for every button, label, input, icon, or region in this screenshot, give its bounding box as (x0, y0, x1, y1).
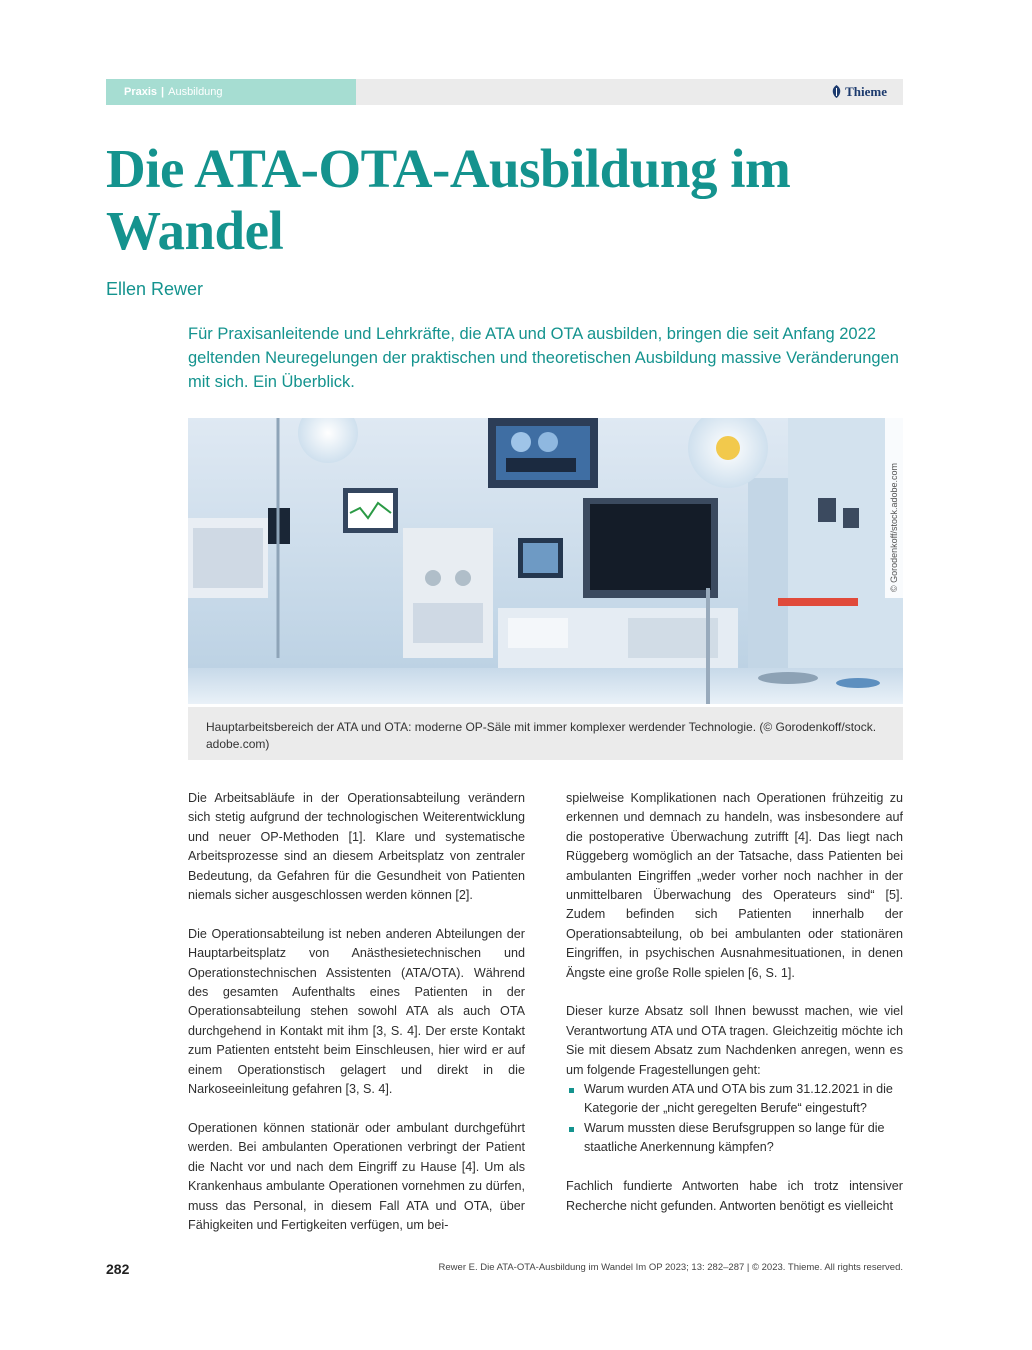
operating-room-photo (188, 418, 903, 704)
body-column-left (188, 789, 525, 1255)
section-separator: | (161, 86, 165, 98)
section-label: Praxis (124, 86, 158, 98)
page-number: 282 (106, 1261, 130, 1277)
photo-credit-text: © Gorodenkoff/stock.adobe.com (889, 462, 899, 592)
question-list (566, 1080, 903, 1158)
brand-name: Thieme (845, 84, 887, 99)
body-paragraph: Die Arbeitsabläufe in der Operationsabteilung verändern sich stetig aufgrund der technologischen Weiterentwicklung und neuer OP-Methoden [1]. Klare und systematische Arbeitsprozesse sind an diesem Arbeitsplatz von zentraler Bedeutung, da Gefahren für die Gesundheit von Patienten niemals sicher ausgeschlossen werden können [2]. (188, 791, 525, 903)
thieme-logo-icon (831, 85, 842, 98)
article-title: Die ATA-OTA-Ausbildung im Wandel (106, 138, 791, 261)
figure-caption: Hauptarbeitsbereich der ATA und OTA: moderne OP-Säle mit immer komplexer werdender Technologie. (© Gorodenkoff/stock. adobe.com) (188, 707, 903, 760)
section-tag (106, 79, 356, 105)
body-paragraph: Operationen können stationär oder ambulant durchgeführt werden. Bei ambulanten Operationen verbringt der Patient die Nacht vor und nach dem Eingriff zu Hause [4]. Um als Krankenhaus ambulante Operationen vornehmen zu dürfen, muss das Personal, in diesem Fall ATA und OTA, über Fähigkeiten und Fertigkeiten verfügen, um bei- (188, 1120, 525, 1232)
body-column-right (566, 789, 903, 1235)
list-item: Warum mussten diese Berufsgruppen so lange für die staatliche Anerkennung kämpfen? (566, 1119, 903, 1158)
subsection-label: Ausbildung (168, 86, 223, 98)
article-author: Ellen Rewer (106, 279, 204, 299)
list-item: Warum wurden ATA und OTA bis zum 31.12.2021 in die Kategorie der „nicht geregelten Berufe“ eingestuft? (566, 1080, 903, 1119)
publisher-logo (831, 79, 887, 105)
article-lead: Für Praxisanleitende und Lehrkräfte, die ATA und OTA ausbilden, bringen die seit Anfang 2022 geltenden Neuregelungen der praktischen und theoretischen Ausbildung massive Veränderungen mit sich. Ein Überblick. (188, 325, 899, 391)
body-paragraph: Fachlich fundierte Antworten habe ich trotz intensiver Recherche nicht gefunden. Antworten benötigt es vielleicht (566, 1179, 903, 1213)
photo-credit (885, 418, 903, 598)
footer-citation: Rewer E. Die ATA-OTA-Ausbildung im Wandel Im OP 2023; 13: 282–287 | © 2023. Thieme. All rights reserved. (438, 1262, 903, 1273)
body-paragraph: Die Operationsabteilung ist neben anderen Abteilungen der Hauptarbeitsplatz von Anästhesietechnischen und Operationstechnischen Assistenten (ATA/OTA). Während des gesamten Aufenthalts eines Patienten in der Operationsabteilung stehen sowohl ATA als auch OTA durchgehend in Kontakt mit ihm [3, S. 4]. Der erste Kontakt zum Patienten entsteht beim Einschleusen, hier wird er auf einem Operationstisch gelagert und direkt in die Narkoseeinleitung gefahren [3, S. 4]. (188, 926, 525, 1097)
operating-room-illustration (188, 418, 903, 704)
header-bar (106, 79, 903, 105)
body-paragraph: spielweise Komplikationen nach Operationen frühzeitig zu erkennen und demnach zu handeln, was insbesondere auf die postoperative Überwachung zutrifft [4]. Das liegt nach Rüggeberg womöglich an der Tatsache, dass Patienten bei ambulanten Eingriffen „weder vorher noch nachher in der unmittelbaren Überwachung des Operateurs sind“ [5]. Zudem befinden sich Patienten innerhalb der Operationsabteilung, ob bei ambulanten oder stationären Eingriffen, in psychischen Ausnahmesituationen, in denen Ängste eine große Rolle spielen [6, S. 1]. (566, 791, 903, 980)
body-paragraph: Dieser kurze Absatz soll Ihnen bewusst machen, wie viel Verantwortung ATA und OTA tragen. Gleichzeitig möchte ich Sie mit diesem Absatz zum Nachdenken anregen, wenn es um folgende Fragestellungen geht: (566, 1004, 903, 1077)
